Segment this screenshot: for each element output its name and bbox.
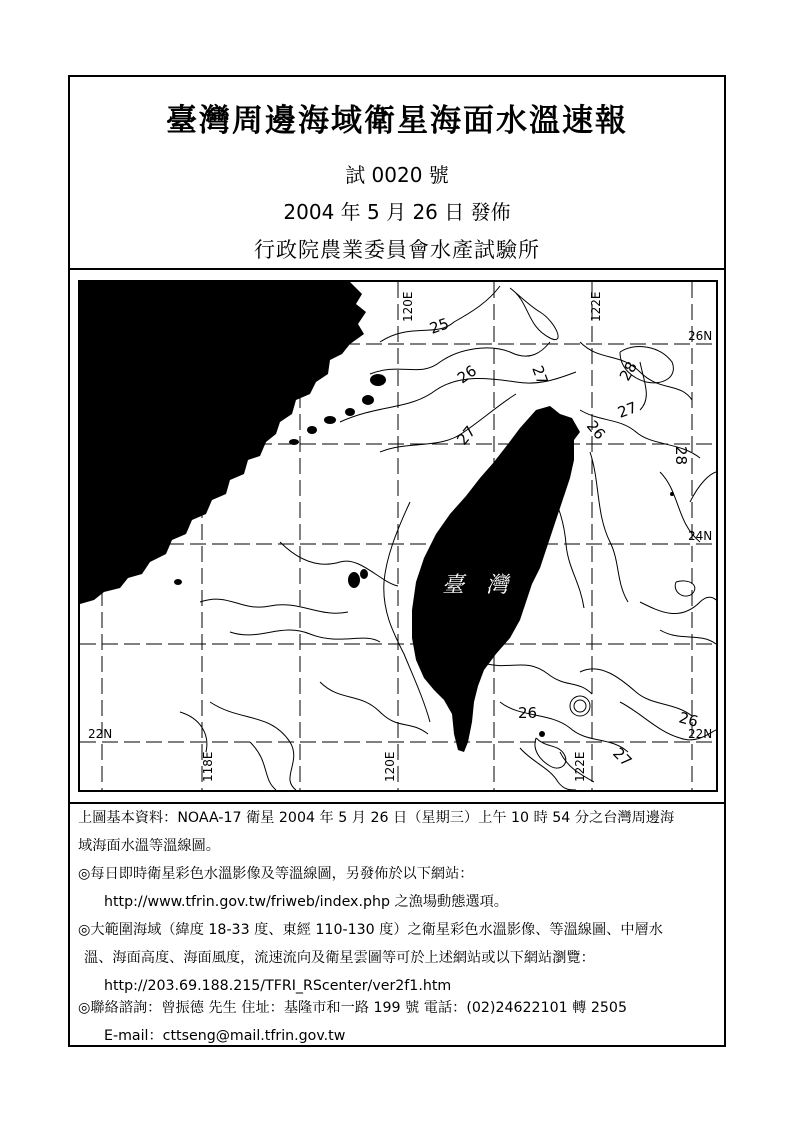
header-panel	[70, 77, 724, 270]
isotherm-label: 26	[518, 704, 538, 722]
note-realtime: ◎每日即時衛星彩色水溫影像及等溫線圖，另發佈於以下網站：	[78, 866, 474, 882]
lat-label-26n: 26N	[688, 329, 713, 343]
mainland-china-landmass	[80, 282, 366, 604]
isotherm-label: 26	[676, 708, 701, 731]
isotherm-label: 25	[427, 314, 452, 338]
bulletin-sheet	[68, 75, 726, 1047]
lat-label-24n: 24N	[688, 529, 713, 543]
note-source-line2: 域海面水溫等溫線圖。	[78, 838, 220, 854]
notes-panel	[70, 802, 724, 1045]
sst-isotherm-map	[78, 280, 718, 792]
note-realtime-url[interactable]: http://www.tfrin.gov.tw/friweb/index.php 之漁場動態選項。	[104, 894, 508, 910]
issue-number: 試 0020 號	[345, 163, 449, 187]
lon-label-120e: 120E	[383, 751, 397, 782]
bulletin-title: 臺灣周邊海域衛星海面水溫速報	[166, 103, 628, 139]
note-rscenter-url[interactable]: http://203.69.188.215/TFRI_RScenter/ver2f1.htm	[104, 978, 452, 994]
map-svg	[80, 282, 716, 790]
isotherm-label: 26	[582, 417, 609, 444]
lon-label-120e-top: 120E	[401, 291, 415, 322]
note-wide-area-line1: ◎大範圍海域（緯度 18-33 度、東經 110-130 度）之衛星彩色水溫影像、等溫線圖、中層水	[78, 922, 663, 938]
note-email[interactable]: E-mail：cttseng@mail.tfrin.gov.tw	[104, 1028, 346, 1044]
isotherm-label: 27	[528, 363, 552, 388]
taiwan-label: 臺 灣	[442, 573, 509, 598]
publish-date: 2004 年 5 月 26 日 發佈	[283, 200, 511, 224]
isotherm-label: 27	[609, 744, 636, 771]
issuing-agency: 行政院農業委員會水產試驗所	[254, 238, 540, 262]
note-wide-area-line2: 溫、海面高度、海面風度，流速流向及衛星雲圖等可於上述網站或以下網站瀏覽：	[84, 950, 595, 966]
lat-label-22n-left: 22N	[88, 727, 113, 741]
isotherm-label: 27	[615, 398, 640, 422]
note-contact: ◎聯絡諮詢：曾振德 先生 住址：基隆市和一路 199 號 電話：(02)24622101 轉 2505	[78, 1000, 627, 1016]
isotherm-label: 28	[615, 358, 642, 384]
lon-label-122e: 122E	[573, 751, 587, 782]
note-source-line1: 上圖基本資料：NOAA-17 衛星 2004 年 5 月 26 日（星期三）上午 10 時 54 分之台灣周邊海	[78, 810, 675, 826]
isotherm-label: 27	[453, 422, 480, 449]
isotherm-label: 26	[453, 361, 480, 388]
isotherm-label: 28	[672, 446, 690, 466]
lon-label-118e: 118E	[201, 751, 215, 782]
lon-label-122e-top: 122E	[589, 291, 603, 322]
lat-label-22n-right: 22N	[688, 727, 713, 741]
